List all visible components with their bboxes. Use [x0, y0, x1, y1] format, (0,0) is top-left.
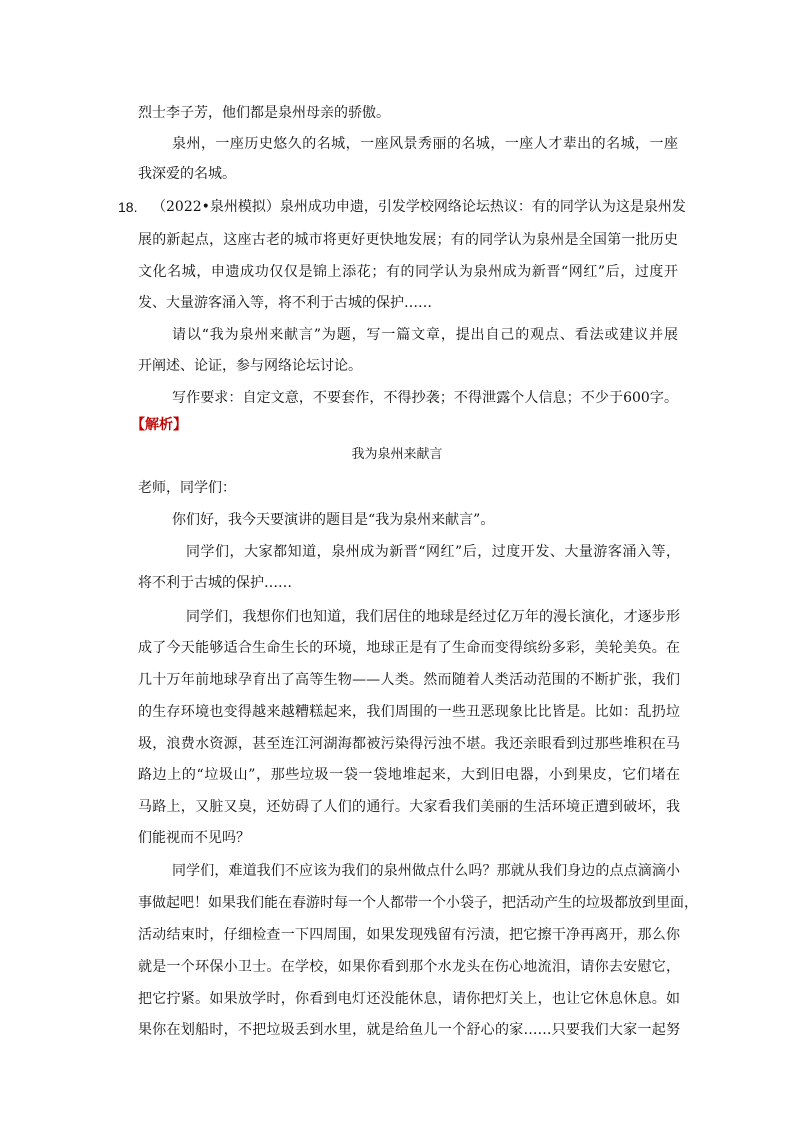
- essay-paragraph-line: 把它拧紧。如果放学时，你看到电灯还没能休息，请你把灯关上，也让它休息休息。如: [138, 991, 680, 1007]
- text-line: 泉州，一座历史悠久的名城，一座风景秀丽的名城，一座人才辈出的名城，一座: [172, 136, 678, 152]
- essay-paragraph-line: 成了今天能够适合生命生长的环境，地球正是有了生命而变得缤纷多彩，美轮美奂。在: [138, 640, 680, 656]
- essay-paragraph-line: 同学们，难道我们不应该为我们的泉州做点什么吗？那就从我们身边的点点滴滴小: [172, 863, 680, 879]
- essay-paragraph-line: 同学们，大家都知道，泉州成为新晋“网红”后，过度开发、大量游客涌入等，: [186, 544, 680, 560]
- question-line: （2022•泉州模拟）泉州成功申遗，引发学校网络论坛热议：有的同学认为这是泉州发: [152, 199, 686, 215]
- essay-paragraph-line: 就是一个环保小卫士。在学校，如果你看到那个水龙头在伤心地流泪，请你去安慰它，: [138, 959, 680, 975]
- prompt-line: 请以“我为泉州来献言”为题，写一篇文章，提出自己的观点、看法或建议并展: [172, 327, 678, 343]
- essay-paragraph-line: 的生存环境也变得越来越糟糕起来，我们周围的一些丑恶现象比比皆是。比如：乱扔垃: [138, 704, 680, 720]
- question-line: 文化名城，申遗成功仅仅是锦上添花；有的同学认为泉州成为新晋“网红”后，过度开: [138, 264, 678, 280]
- analysis-tag: 【解析】: [131, 417, 187, 433]
- essay-salutation: 老师，同学们：: [138, 480, 236, 496]
- essay-paragraph-line: 们能视而不见吗？: [138, 830, 250, 846]
- question-number: 18.: [118, 199, 138, 215]
- essay-title: 我为泉州来献言: [351, 447, 443, 462]
- text-line: 烈士李子芳，他们都是泉州母亲的骄傲。: [138, 105, 390, 121]
- requirements-line: 写作要求：自定文意，不要套作，不得抄袭；不得泄露个人信息；不少于600字。: [172, 390, 678, 406]
- question-line: 发、大量游客涌入等，将不利于古城的保护……: [138, 295, 432, 311]
- essay-paragraph-line: 马路上，又脏又臭，还妨碍了人们的通行。大家看我们美丽的生活环境正遭到破坏，我: [138, 799, 680, 815]
- essay-paragraph-line: 圾，浪费水资源，甚至连江河湖海都被污染得污浊不堪。我还亲眼看到过那些堆积在马: [138, 736, 680, 752]
- essay-paragraph-line: 活动结束时，仔细检查一下四周围，如果发现残留有污渍，把它擦干净再离开，那么你: [138, 927, 680, 943]
- question-line: 展的新起点，这座古老的城市将更好更快地发展；有的同学认为泉州是全国第一批历史: [138, 232, 678, 248]
- essay-paragraph-line: 将不利于古城的保护……: [138, 575, 292, 591]
- text-line: 我深爱的名城。: [138, 166, 236, 182]
- prompt-line: 开阐述、论证，参与网络论坛讨论。: [138, 358, 362, 374]
- essay-paragraph-line: 你们好，我今天要演讲的题目是“我为泉州来献言”。: [172, 512, 495, 528]
- essay-paragraph-line: 几十万年前地球孕育出了高等生物——人类。然而随着人类活动范围的不断扩张，我们: [138, 672, 680, 688]
- essay-paragraph-line: 同学们，我想你们也知道，我们居住的地球是经过亿万年的漫长演化，才逐步形: [186, 609, 680, 625]
- essay-paragraph-line: 事做起吧！如果我们能在春游时每一个人都带一个小袋子，把活动产生的垃圾都放到里面，: [138, 895, 698, 911]
- essay-paragraph-line: 果你在划船时，不把垃圾丢到水里，就是给鱼儿一个舒心的家……只要我们大家一起努: [138, 1022, 680, 1038]
- essay-paragraph-line: 路边上的“垃圾山”，那些垃圾一袋一袋地堆起来，大到旧电器，小到果皮，它们堵在: [138, 767, 680, 783]
